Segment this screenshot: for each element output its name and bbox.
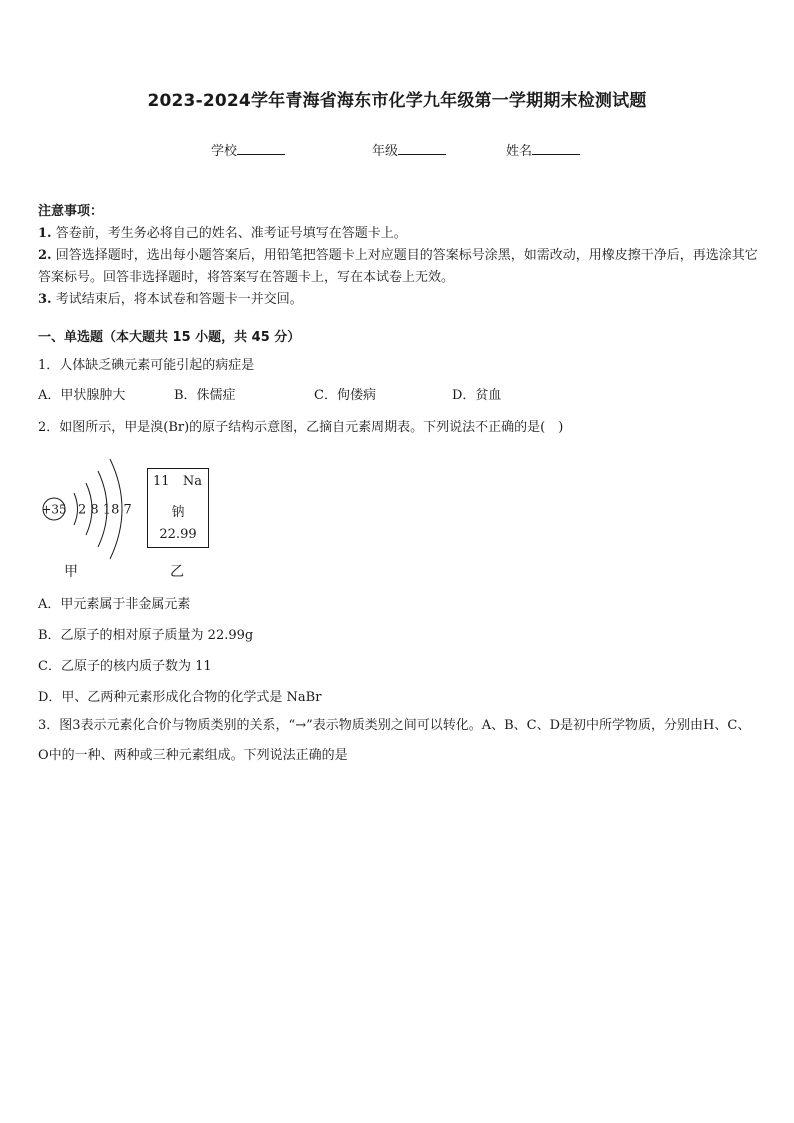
atomic-number: 11 bbox=[153, 474, 170, 489]
name-label: 姓名 bbox=[506, 144, 533, 159]
q1-option-b[interactable]: B．侏儒症 bbox=[174, 388, 236, 403]
electron-shells: 2 8 18 7 bbox=[78, 502, 132, 518]
school-label: 学校 bbox=[211, 144, 238, 159]
school-field bbox=[211, 140, 285, 159]
nucleus-charge: +35 bbox=[41, 502, 67, 517]
q1-option-c[interactable]: C．佝偻病 bbox=[314, 388, 376, 403]
grade-label: 年级 bbox=[372, 144, 399, 159]
note-item: 3. 考试结束后，将本试卷和答题卡一并交回。 bbox=[38, 292, 303, 307]
element-caption: 乙 bbox=[170, 564, 184, 580]
question-1-stem: 1．人体缺乏碘元素可能引起的病症是 bbox=[38, 358, 255, 373]
grade-field bbox=[372, 140, 446, 159]
atom-caption: 甲 bbox=[64, 564, 78, 580]
bromine-atom-diagram bbox=[40, 443, 140, 563]
q2-option-b[interactable]: B．乙原子的相对原子质量为 22.99g bbox=[38, 628, 254, 643]
exam-title: 2023-2024学年青海省海东市化学九年级第一学期期末检测试题 bbox=[147, 91, 647, 111]
name-blank[interactable] bbox=[532, 141, 580, 155]
periodic-table-cell bbox=[147, 468, 209, 548]
notes-heading: 注意事项： bbox=[38, 204, 104, 219]
name-field bbox=[506, 140, 580, 159]
element-symbol: Na bbox=[182, 474, 202, 489]
question-2-stem: 2．如图所示，甲是溴(Br)的原子结构示意图，乙摘自元素周期表。下列说法不正确的是( ) bbox=[38, 420, 564, 435]
note-item: 2. 回答选择题时，选出每小题答案后，用铅笔把答题卡上对应题目的答案标号涂黑，如需改动，用橡皮擦干净后，再选涂其它答案标号。回答非选择题时，将答案写在答题卡上，写在本试卷上无效。 bbox=[38, 248, 758, 285]
section-heading: 一、单选题（本大题共 15 小题，共 45 分） bbox=[38, 330, 301, 345]
element-name: 钠 bbox=[171, 505, 185, 520]
q1-option-d[interactable]: D．贫血 bbox=[452, 388, 502, 403]
q2-option-d[interactable]: D．甲、乙两种元素形成化合物的化学式是 NaBr bbox=[38, 690, 322, 705]
grade-blank[interactable] bbox=[398, 141, 446, 155]
q2-option-a[interactable]: A．甲元素属于非金属元素 bbox=[38, 597, 191, 612]
question-3-stem: 3．图3表示元素化合价与物质类别的关系，“→”表示物质类别之间可以转化。A、B、C、D是初中所学物质，分别由H、C、O中的一种、两种或三种元素组成。下列说法正确的是 bbox=[38, 718, 751, 763]
note-item: 1. 答卷前，考生务必将自己的姓名、准考证号填写在答题卡上。 bbox=[38, 226, 407, 241]
atomic-mass: 22.99 bbox=[159, 527, 197, 542]
q2-option-c[interactable]: C．乙原子的核内质子数为 11 bbox=[38, 659, 212, 674]
school-blank[interactable] bbox=[237, 141, 285, 155]
exam-notes bbox=[38, 201, 760, 311]
q1-option-a[interactable]: A．甲状腺肿大 bbox=[38, 388, 126, 403]
